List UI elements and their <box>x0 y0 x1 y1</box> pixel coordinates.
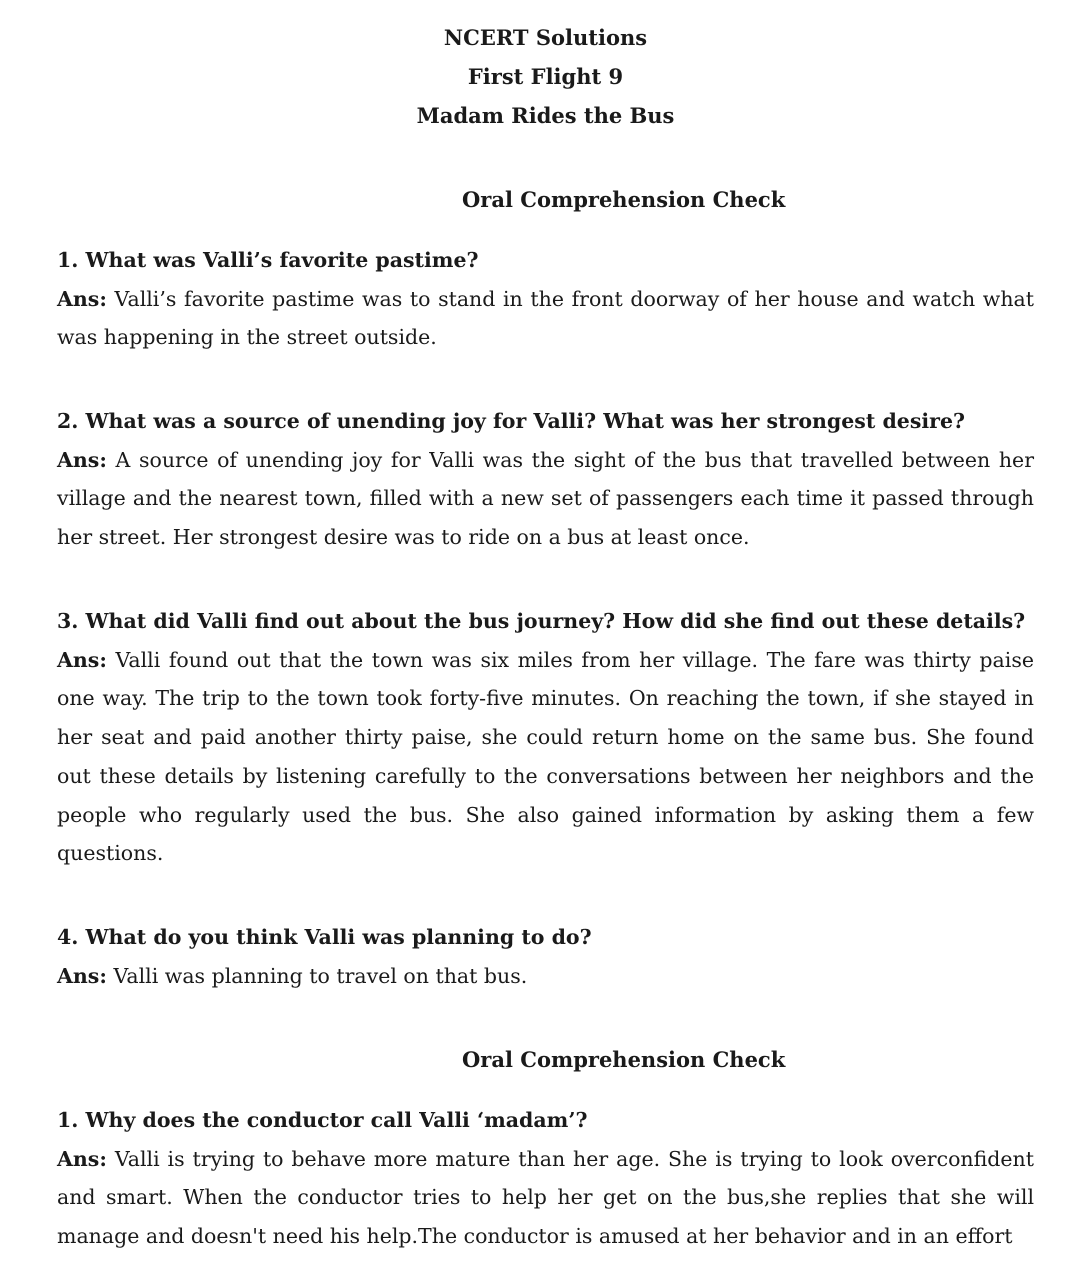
answer-label: Ans: <box>57 447 107 472</box>
question: 1. Why does the conductor call Valli ‘madam’? <box>57 1108 588 1132</box>
answer-text: Valli found out that the town was six miles from her village. The fare was thirty paise one way. The trip to the town took forty-five minutes. On reaching the town, if she stayed in her seat and paid another thirty paise, she could return home on the same bus. She found out these details by listening carefully to the conversations between her neighbors and the people who regularly used the bus. She also gained information by asking them a few questions. <box>57 647 1034 866</box>
answer <box>57 441 1034 557</box>
qa-block <box>57 241 1034 357</box>
question: 2. What was a source of unending joy for Valli? What was her strongest desire? <box>57 409 966 433</box>
answer-text: Valli is trying to behave more mature than her age. She is trying to look overconfident and smart. When the conductor tries to help her get on the bus,she replies that she will manage and doesn't need his help.The conductor is amused at her behavior and in an effort <box>57 1146 1034 1249</box>
qa-block <box>57 918 1034 995</box>
answer <box>57 641 1034 873</box>
question: 1. What was Valli’s favorite pastime? <box>57 248 479 272</box>
header-title: NCERT Solutions <box>443 25 648 50</box>
answer <box>57 280 1034 357</box>
answer <box>57 957 1034 996</box>
qa-block <box>57 1101 1034 1256</box>
qa-block <box>57 402 1034 557</box>
answer-text: A source of unending joy for Valli was the sight of the bus that travelled between her village and the nearest town, filled with a new set of passengers each time it passed through her street. Her strongest desire was to ride on a bus at least once. <box>57 447 1034 550</box>
answer-text: Valli’s favorite pastime was to stand in the front doorway of her house and watch what was happening in the street outside. <box>57 286 1034 350</box>
qa-block <box>57 602 1034 873</box>
answer <box>57 1140 1034 1256</box>
section-title: Oral Comprehension Check <box>462 1047 786 1072</box>
section-title: Oral Comprehension Check <box>462 187 786 212</box>
header-chapter: Madam Rides the Bus <box>416 103 675 128</box>
question: 4. What do you think Valli was planning to do? <box>57 925 592 949</box>
answer-label: Ans: <box>57 963 107 988</box>
question: 3. What did Valli find out about the bus journey? How did she find out these details? <box>57 609 1026 633</box>
answer-label: Ans: <box>57 286 107 311</box>
answer-text: Valli was planning to travel on that bus. <box>106 963 528 988</box>
answer-label: Ans: <box>57 647 107 672</box>
answer-label: Ans: <box>57 1146 107 1171</box>
header-book: First Flight 9 <box>467 64 624 89</box>
